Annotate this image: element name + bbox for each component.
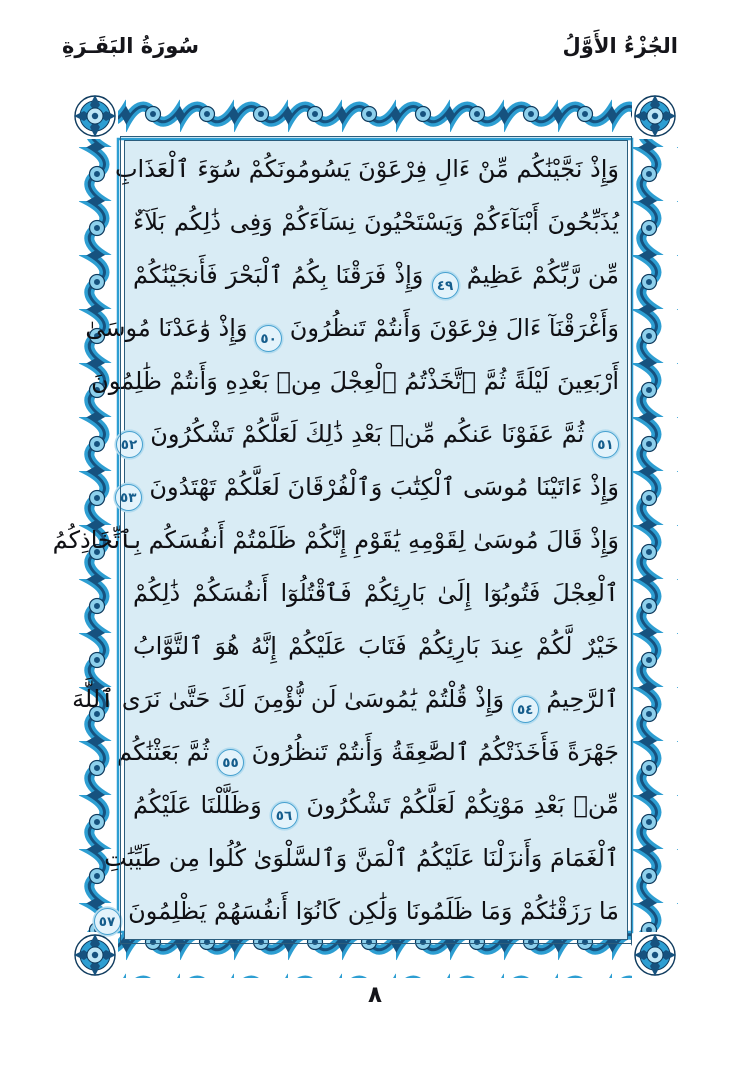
verse-text: ثُمَّ بَعَثْنَٰكُم [117,738,210,766]
quran-lines [52,143,620,938]
quran-line [133,196,619,249]
verse-text: خَيْرٌ لَّكُمْ عِندَ بَارِئِكُمْ فَتَابَ عَلَيْكُمْ إِنَّهُ هُوَ ٱلتَّوَّابُ [133,632,619,660]
quran-line [72,673,619,726]
quran-line [133,249,619,302]
verse-number-marker: ٥٦ [271,802,298,829]
quran-line [120,461,619,514]
quran-line [117,726,619,779]
quran-line [133,567,619,620]
verse-number-marker: ٥٢ [116,431,143,458]
verse-number-marker: ٤٩ [432,272,459,299]
verse-text: مَا رَزَقْنَٰكُمْ وَمَا ظَلَمُونَا وَلَٰكِن كَانُوٓا أَنفُسَهُمْ يَظْلِمُونَ [128,897,619,925]
verse-number-marker: ٥٥ [217,749,244,776]
quran-line [133,620,619,673]
verse-text: مِّن رَّبِّكُمْ عَظِيمٌ [466,261,619,289]
quran-line [133,779,619,832]
verse-text: مِّنۢ بَعْدِ مَوْتِكُمْ لَعَلَّكُمْ تَشْكُرُونَ [306,791,620,819]
quran-text-panel [52,140,628,940]
quran-line [120,408,619,461]
quran-line [114,143,619,196]
juz-title: الجُزْءُ الأَوَّلُ [562,34,678,58]
verse-text: وَأَغْرَقْنَآ ءَالَ فِرْعَوْنَ وَأَنتُمْ تَنظُرُونَ [289,314,619,342]
border-strip-top [118,93,632,139]
quran-line [52,514,619,567]
quran-line [85,302,619,355]
verse-text: وَإِذْ نَجَّيْنَٰكُم مِّنْ ءَالِ فِرْعَوْنَ يَسُومُونَكُمْ سُوٓءَ ٱلْعَذَابِ [114,155,619,183]
verse-text: وَإِذْ ءَاتَيْنَا مُوسَى ٱلْكِتَٰبَ وَٱلْفُرْقَانَ لَعَلَّكُمْ تَهْتَدُونَ [149,473,619,501]
page-number: ٨ [367,982,383,1008]
verse-text: وَإِذْ قَالَ مُوسَىٰ لِقَوْمِهِ يَٰقَوْمِ إِنَّكُمْ ظَلَمْتُمْ أَنفُسَكُم بِٱتِّخَاذِكُمُ [52,526,619,554]
quran-line [91,355,619,408]
surah-title: سُورَةُ البَقَـرَةِ [62,34,200,58]
verse-number-marker: ٥١ [592,431,619,458]
verse-text: ٱلْعِجْلَ فَتُوبُوٓا إِلَىٰ بَارِئِكُمْ فَٱقْتُلُوٓا أَنفُسَكُمْ ذَٰلِكُمْ [133,579,619,607]
verse-number-marker: ٥٤ [512,696,539,723]
verse-text: ثُمَّ عَفَوْنَا عَنكُم مِّنۢ بَعْدِ ذَٰلِكَ لَعَلَّكُمْ تَشْكُرُونَ [150,420,585,448]
verse-text: وَظَلَّلْنَا عَلَيْكُمُ [133,791,262,819]
verse-text: ٱلرَّحِيمُ [546,685,619,713]
verse-text: يُذَبِّحُونَ أَبْنَآءَكُمْ وَيَسْتَحْيُونَ نِسَآءَكُمْ وَفِى ذَٰلِكُم بَلَآءٌ [133,208,619,236]
verse-text: جَهْرَةً فَأَخَذَتْكُمُ ٱلصَّٰعِقَةُ وَأَنتُمْ تَنظُرُونَ [251,738,619,766]
verse-number-marker: ٥٠ [255,325,282,352]
verse-number-marker: ٥٣ [115,484,142,511]
verse-text: وَإِذْ فَرَقْنَا بِكُمُ ٱلْبَحْرَ فَأَنجَيْنَٰكُمْ [133,261,424,289]
page-header [62,34,678,58]
quran-line [104,832,619,885]
verse-text: ٱلْغَمَامَ وَأَنزَلْنَا عَلَيْكُمُ ٱلْمَنَّ وَٱلسَّلْوَىٰ كُلُوا مِن طَيِّبَٰتِ [104,844,619,872]
verse-text: أَرْبَعِينَ لَيْلَةً ثُمَّ ٱتَّخَذْتُمُ ٱلْعِجْلَ مِنۢ بَعْدِهِ وَأَنتُمْ ظَٰلِمُونَ [91,367,619,395]
border-strip-right [632,139,678,932]
verse-text: وَإِذْ قُلْتُمْ يَٰمُوسَىٰ لَن نُّؤْمِنَ لَكَ حَتَّىٰ نَرَى ٱللَّهَ [72,685,505,713]
quran-line [98,885,619,938]
verse-number-marker: ٥٧ [94,908,121,935]
verse-text: وَإِذْ وَٰعَدْنَا مُوسَىٰ [85,314,248,342]
